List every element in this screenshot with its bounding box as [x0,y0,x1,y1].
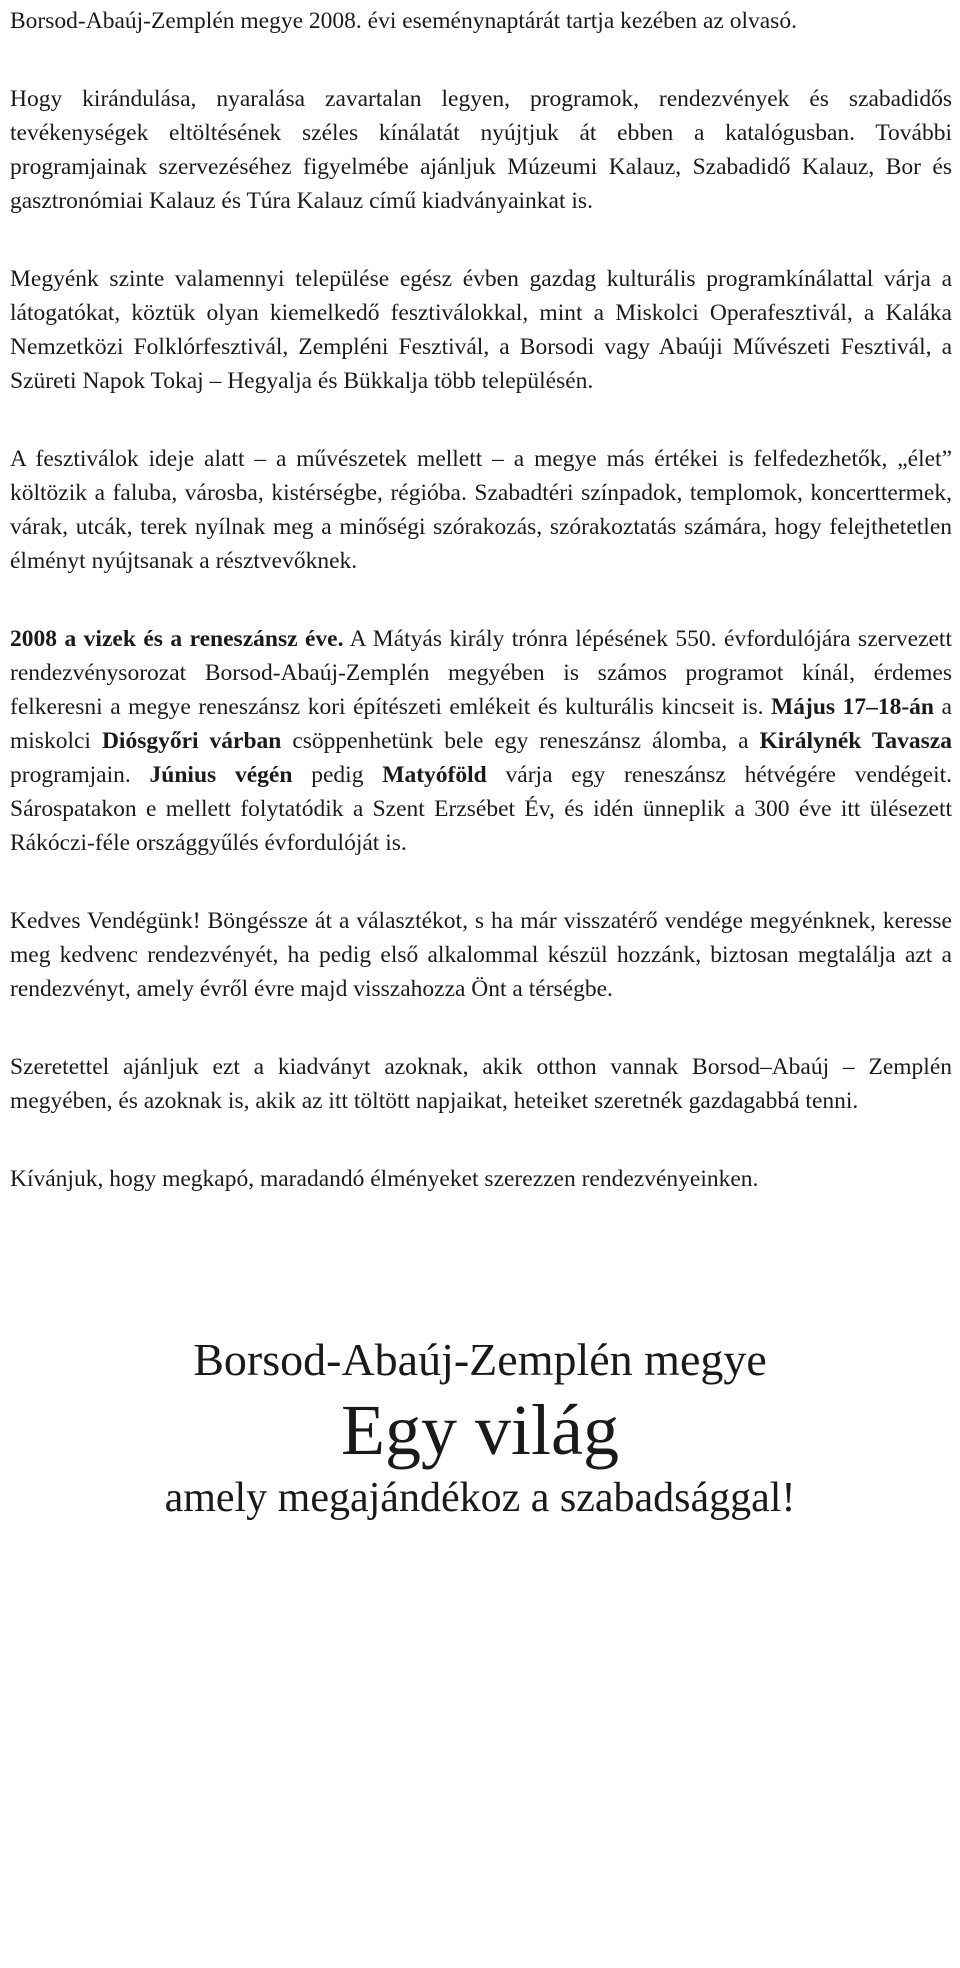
renaissance-text-6: várja egy reneszánsz hétvégére vendégeit. Sárospatakon e mellett folytatódik a Szent Erzsébet Év, és idén ünneplik a 300 éve itt ülésezett Rákóczi-féle országgyűlés évfordulóját is. [10,762,952,856]
venue-diosgyor-castle: Diósgyőri várban [101,728,282,754]
region-matyofold: Matyóföld [382,762,487,788]
renaissance-text-3: csöppenhetünk bele egy reneszánsz álomba, a [281,728,760,754]
slogan-tagline: amely megajándékoz a szabadsággal! [164,1475,796,1521]
values-paragraph: A fesztiválok ideje alatt – a művészetek mellett – a megye más értékei is felfedezhetők, „élet” költözik a faluba, városba, kistérségbe, régióba. Szabadtéri színpadok, templomok, koncerttermek, várak, utcák, terek nyílnak meg a minőségi szórakozás, szórakoztatás számára, hogy felejthetetlen élményt nyújtsanak a résztvevőknek. [10,446,952,574]
recommendation-paragraph: Szeretettel ajánljuk ezt a kiadványt azoknak, akik otthon vannak Borsod–Abaúj – Zemplén megyében, és azoknak is, akik az itt töltött napjaikat, heteiket szeretnék gazdagabbá tenni. [10,1054,952,1114]
date-june: Június végén [149,762,293,788]
date-may: Május 17–18-án [771,694,934,720]
guest-paragraph: Kedves Vendégünk! Böngéssze át a választékot, s ha már visszatérő vendége megyénknek, keresse meg kedvenc rendezvényét, ha pedig első alkalommal készül hozzánk, biztosan megtalálja azt a rendezvényt, amely évről évre majd visszahozza Önt a térségbe. [10,908,952,1002]
renaissance-text-2: a miskolci [10,694,952,754]
slogan-headline: Egy világ [341,1390,619,1470]
renaissance-text-4: programjain. [10,762,150,788]
renaissance-text-5: pedig [292,762,383,788]
slogan-block [0,1332,960,1524]
event-queens-spring: Királynék Tavasza [759,728,952,754]
festivals-paragraph: Megyénk szinte valamennyi települése egész évben gazdag kulturális programkínálattal várja a látogatókat, köztük olyan kiemelkedő fesztiválokkal, mint a Miskolci Operafesztivál, a Kaláka Nemzetközi Folklórfesztivál, Zempléni Fesztivál, a Borsodi vagy Abaúji Művészeti Fesztivál, a Szüreti Napok Tokaj – Hegyalja és Bükkalja több településén. [10,266,952,394]
slogan-county: Borsod-Abaúj-Zemplén megye [193,1334,767,1385]
renaissance-text-1: A Mátyás király trónra lépésének 550. évfordulójára szervezett rendezvénysorozat Borsod-Abaúj-Zemplén megyében is számos programot kínál, érdemes felkeresni a megye reneszánsz kori építészeti emlékeit és kulturális kincseit is. [10,626,952,720]
wishes-paragraph: Kívánjuk, hogy megkapó, maradandó élményeket szerezzen rendezvényeinken. [10,1166,759,1192]
renaissance-paragraph [10,622,952,860]
renaissance-year-heading: 2008 a vizek és a reneszánsz éve. [10,626,344,652]
intro-paragraph: Borsod-Abaúj-Zemplén megye 2008. évi eseménynaptárát tartja kezében az olvasó. [10,8,797,34]
document-body [10,0,952,1240]
catalog-paragraph: Hogy kirándulása, nyaralása zavartalan legyen, programok, rendezvények és szabadidős tevékenységek eltöltésének széles kínálatát nyújtjuk át ebben a katalógusban. További programjainak szervezéséhez figyelmébe ajánljuk Múzeumi Kalauz, Szabadidő Kalauz, Bor és gasztronómiai Kalauz és Túra Kalauz című kiadványainkat is. [10,86,952,214]
